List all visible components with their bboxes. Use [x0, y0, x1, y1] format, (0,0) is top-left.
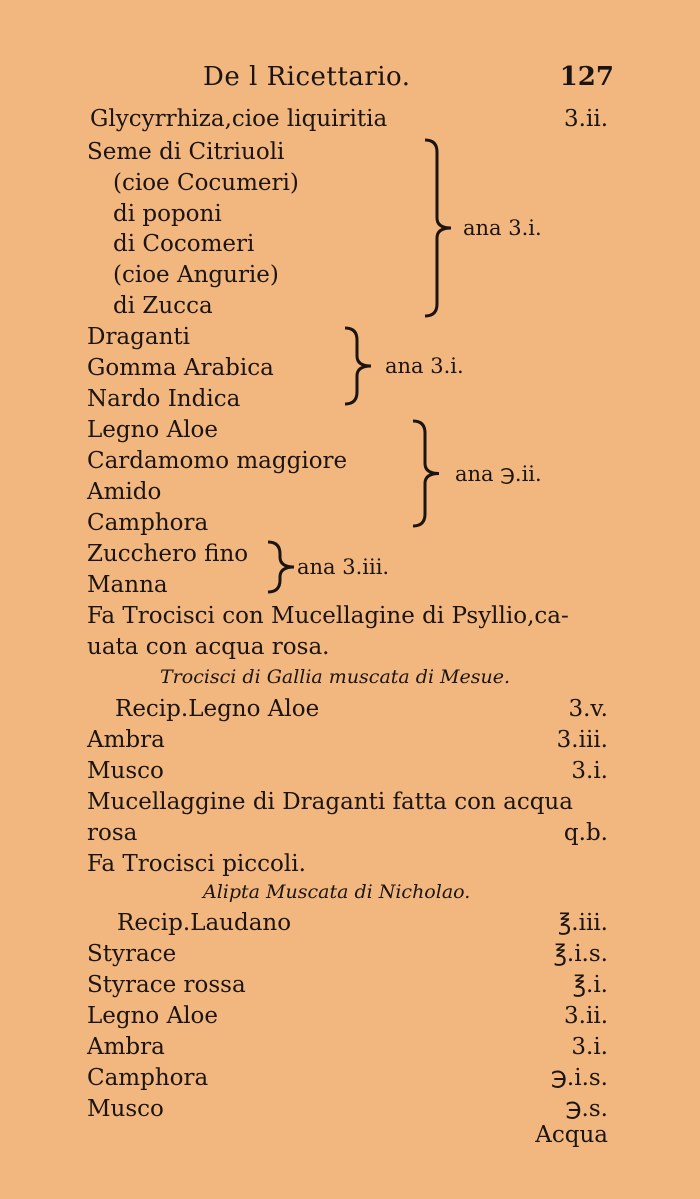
- ingredient-quantity: ℥.i.: [572, 972, 608, 998]
- ingredient-text: Manna: [87, 572, 168, 598]
- ingredient-text: Nardo Indica: [87, 386, 241, 412]
- ingredient-quantity: ℈.i.s.: [550, 1065, 608, 1091]
- ingredient-text: Gomma Arabica: [87, 355, 274, 381]
- ingredient-text: Legno Aloe: [87, 1003, 219, 1029]
- ingredient-text: di Cocomeri: [113, 231, 255, 257]
- ingredient-text: di Zucca: [113, 293, 213, 319]
- brace-label: ana 3.i.: [463, 216, 542, 240]
- ingredient-quantity: q.b.: [563, 820, 608, 846]
- ingredient-quantity: ℈.s.: [565, 1096, 608, 1122]
- recipe-heading-text: Trocisci di Gallia muscata di Mesue.: [160, 666, 511, 688]
- ingredient-text: Glycyrrhiza,cioe liquiritia: [90, 106, 388, 132]
- running-title: De l Ricettario.: [203, 62, 411, 92]
- ingredient-text: Legno Aloe: [87, 417, 219, 443]
- curly-brace: [425, 140, 451, 316]
- ingredient-text: (cioe Cocumeri): [113, 170, 299, 196]
- page-number: 127: [559, 62, 614, 92]
- ingredient-text: Recip.Legno Aloe: [115, 696, 320, 722]
- ingredient-text: uata con acqua rosa.: [87, 634, 330, 660]
- ingredient-text: Zucchero fino: [87, 541, 249, 567]
- ingredient-text: Camphora: [87, 510, 209, 536]
- ingredient-quantity: 3.iii.: [556, 727, 608, 753]
- recipe-heading-text: Alipta Muscata di Nicholao.: [203, 881, 471, 903]
- ingredient-text: Musco: [87, 758, 164, 784]
- ingredient-text: rosa: [87, 820, 138, 846]
- ingredient-text: Styrace rossa: [87, 972, 246, 998]
- brace-label: ana 3.iii.: [297, 555, 390, 579]
- ingredient-quantity: 3.i.: [571, 758, 608, 784]
- catchword-line: [0, 1120, 700, 1151]
- curly-brace: [268, 542, 294, 592]
- ingredient-text: Amido: [87, 479, 162, 505]
- ingredient-quantity: 3.ii.: [564, 1003, 608, 1029]
- ingredient-text: di poponi: [113, 201, 222, 227]
- ingredient-text: Seme di Citriuoli: [87, 139, 285, 165]
- curly-brace: [345, 328, 371, 404]
- brace-label: ana 3.i.: [385, 354, 464, 378]
- ingredient-quantity: 3.ii.: [564, 106, 608, 132]
- ingredient-text: Draganti: [87, 324, 190, 350]
- ingredient-text: Recip.Laudano: [117, 910, 292, 936]
- ingredient-text: Cardamomo maggiore: [87, 448, 348, 474]
- ingredient-text: Musco: [87, 1096, 164, 1122]
- ingredient-text: Fa Trocisci piccoli.: [87, 851, 306, 877]
- ingredient-text: Styrace: [87, 941, 177, 967]
- ingredient-text: Fa Trocisci con Mucellagine di Psyllio,ca-: [87, 603, 569, 629]
- ingredient-quantity: ℥.i.s.: [553, 941, 608, 967]
- catchword: Acqua: [535, 1122, 608, 1148]
- ingredient-text: Camphora: [87, 1065, 209, 1091]
- ingredient-quantity: 3.v.: [568, 696, 608, 722]
- ingredient-text: Ambra: [87, 727, 165, 753]
- ingredient-text: Mucellaggine di Draganti fatta con acqua: [87, 789, 573, 815]
- curly-brace: [413, 421, 439, 526]
- ingredient-quantity: 3.i.: [571, 1034, 608, 1060]
- ingredient-text: Ambra: [87, 1034, 165, 1060]
- brace-label: ana ℈.ii.: [455, 461, 542, 486]
- ingredient-quantity: ℥.iii.: [558, 910, 608, 936]
- ingredient-text: (cioe Angurie): [113, 262, 279, 288]
